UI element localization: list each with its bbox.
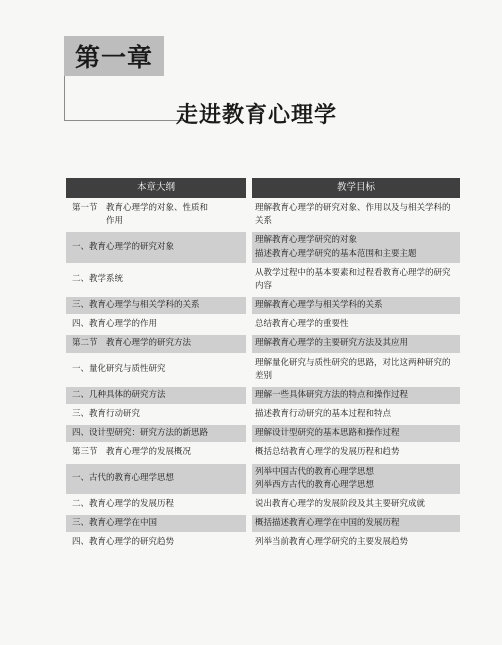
objectives-header: 教学目标 <box>252 178 460 198</box>
header-rule-horizontal <box>64 120 188 121</box>
outline-item: 四、设计型研究：研究方法的新思路 <box>66 425 246 442</box>
table-row <box>66 425 460 442</box>
objective-item: 理解一些具体研究方法的特点和操作过程 <box>252 387 460 404</box>
objective-item: 概括描述教育心理学在中国的发展历程 <box>252 515 460 532</box>
table-row <box>66 515 460 532</box>
outline-item: 第一节 教育心理学的对象、性质和 作用 <box>72 203 209 227</box>
table-row <box>66 200 460 230</box>
outline-item: 一、古代的教育心理学思想 <box>66 464 246 494</box>
objective-item: 理解教育心理学研究的对象 描述教育心理学研究的基本范围和主要主题 <box>252 232 460 262</box>
table-row <box>66 265 460 295</box>
chapter-label: 第一章 <box>64 36 164 76</box>
objective-item: 说出教育心理学的发展阶段及其主要研究成就 <box>255 498 426 509</box>
objective-item: 从教学过程中的基本要素和过程看教育心理学的研究内容 <box>255 267 451 291</box>
objective-item: 列举当前教育心理学研究的主要发展趋势 <box>255 537 409 548</box>
outline-item: 三、教育心理学与相关学科的关系 <box>66 297 246 314</box>
objective-item: 概括总结教育心理学的发展历程和趋势 <box>255 447 400 458</box>
table-row <box>66 232 460 262</box>
table-row <box>66 464 460 494</box>
outline-item: 三、教育行动研究 <box>72 409 141 420</box>
table-row <box>66 534 460 551</box>
outline-header: 本章大纲 <box>66 178 246 198</box>
outline-item: 二、几种具体的研究方法 <box>66 387 246 404</box>
outline-item: 三、教育心理学在中国 <box>66 515 246 532</box>
objective-item: 总结教育心理学的重要性 <box>255 319 349 330</box>
outline-item: 二、教育心理学的发展历程 <box>72 498 175 509</box>
objective-item: 理解教育心理学的研究对象、作用以及与相关学科的关系 <box>255 203 451 227</box>
objective-item: 描述教育行动研究的基本过程和特点 <box>255 409 392 420</box>
header-rule-vertical <box>64 76 65 120</box>
outline-item: 二、教学系统 <box>72 274 124 285</box>
outline-item: 四、教育心理学的作用 <box>72 319 158 330</box>
table-row <box>66 355 460 385</box>
objective-item: 理解设计型研究的基本思路和操作过程 <box>252 425 460 442</box>
table-row <box>66 335 460 352</box>
table-row <box>66 297 460 314</box>
objective-item: 理解教育心理学与相关学科的关系 <box>252 297 460 314</box>
outline-item: 一、教育心理学的研究对象 <box>66 232 246 262</box>
chapter-title: 走进教育心理学 <box>176 102 338 128</box>
outline-item: 第二节 教育心理学的研究方法 <box>66 335 246 352</box>
table-row <box>66 387 460 404</box>
table-body <box>66 198 460 551</box>
outline-item: 第三节 教育心理学的发展概况 <box>72 447 192 458</box>
objective-item: 理解量化研究与质性研究的思路，对比这两种研究的差别 <box>255 357 451 381</box>
chapter-outline-table <box>66 178 460 551</box>
outline-item: 一、量化研究与质性研究 <box>72 364 166 375</box>
table-row <box>66 316 460 333</box>
table-row <box>66 406 460 423</box>
table-header-row <box>66 178 460 198</box>
table-row <box>66 496 460 513</box>
objective-item: 列举中国古代的教育心理学思想 列举西方古代的教育心理学思想 <box>252 464 460 494</box>
table-row <box>66 444 460 461</box>
objective-item: 理解教育心理学的主要研究方法及其应用 <box>252 335 460 352</box>
outline-item: 四、教育心理学的研究趋势 <box>72 537 175 548</box>
